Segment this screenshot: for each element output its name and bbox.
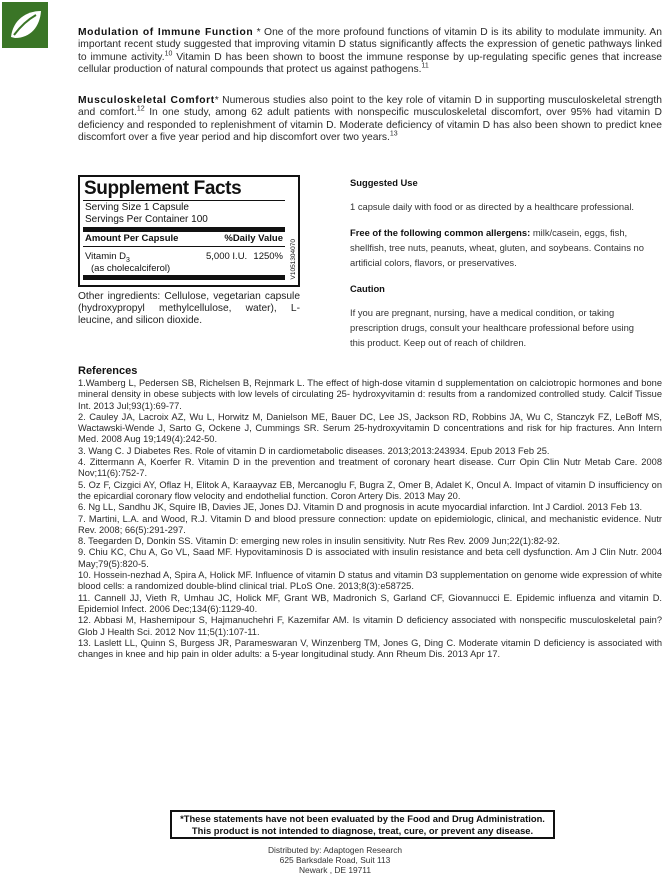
nutrient-name: Vitamin $D_3$	[85, 251, 130, 264]
reference-item: 5. Oz F, Cizgici AY, Oflaz H, Elitok A, Karaayvaz EB, Mercanoglu F, Bugra Z, Omer B, Adalet K, Oncul A. Impact of vitamin D insufficiency on the epicardial coronary flow velocity and endothelial function. Coron Artery Dis. 2013 May 20.	[78, 479, 662, 501]
divider	[83, 200, 285, 201]
divider	[83, 275, 285, 280]
reference-item: 11. Cannell JJ, Vieth R, Umhau JC, Holick MF, Grant WB, Madronich S, Garland CF, Giovannucci E. Epidemic influenza and vitamin D. Epidemiol Infect. 2006 Dec;134(6):1129-40.	[78, 592, 662, 614]
product-code: V1051304070	[290, 239, 297, 280]
allergens-text: milk/casein, eggs, fish, shellfish, tree nuts, peanuts, wheat, gluten, and soybeans. Contains no artificial colors, flavors, or preservatives.	[350, 227, 644, 268]
reference-item: 9. Chiu KC, Chu A, Go VL, Saad MF. Hypovitaminosis D is associated with insulin resistance and beta cell dysfunction. Am J Clin Nutr. 2004 May;79(5):820-5.	[78, 547, 662, 569]
allergens-title: Free of the following common allergens:	[350, 227, 531, 238]
references-title: References	[78, 365, 138, 377]
paragraph-text: * One of the more profound functions of vitamin D is its ability to modulate immunity. An important recent study suggested that improving vitamin D status significantly affects the expression of genetic pathways linked to immune activity.	[78, 27, 662, 63]
nutrient-form: (as cholecalciferol)	[91, 263, 171, 274]
paragraph-text: * Numerous studies also point to the key role of vitamin D in supporting musculoskeletal strength and comfort.	[78, 95, 662, 119]
facts-header-row	[85, 232, 283, 246]
reference-item: 4. Zittermann A, Koerfer R. Vitamin D in the prevention and treatment of coronary heart disease. Curr Opin Clin Nutr Metab Care. 2008 Nov;11(6):752-7.	[78, 457, 662, 479]
caution-text: If you are pregnant, nursing, have a medical condition, or taking prescription drugs, consult your healthcare professional before using this product. Keep out of reach of children.	[350, 307, 635, 348]
reference-item: 12. Abbasi M, Hashemipour S, Hajmanuchehri F, Kazemifar AM. Is vitamin D deficiency associated with nonspecific musculoskeletal pain? Glob J Health Sci. 2012 Nov 11;5(1):107-11.	[78, 615, 662, 637]
amount-header: Amount Per Capsule	[85, 233, 179, 244]
reference-item: 8. Teegarden D, Donkin SS. Vitamin D: emerging new roles in insulin sensitivity. Nutr Res Rev. 2009 Jun;22(1):82-92.	[78, 536, 560, 547]
distributor-info	[200, 845, 470, 875]
allergens-block	[350, 225, 650, 270]
suggested-use-title: Suggested Use	[350, 177, 418, 188]
disclaimer-line: This product is not intended to diagnose, treat, cure, or prevent any disease.	[191, 824, 534, 836]
distributor-city: Newark , DE 19711	[299, 865, 371, 875]
nutrient-row	[85, 251, 283, 275]
reference-item: 3. Wang C. J Diabetes Res. Role of vitamin D in cardiometabolic diseases. 2013;2013:243934. Epub 2013 Feb 25.	[78, 445, 550, 456]
references-list	[78, 378, 662, 660]
other-ingredients: Other ingredients: Cellulose, vegetarian capsule (hydroxypropyl methylcellulose, water), L-leucine, and silicon dioxide.	[78, 291, 300, 327]
divider	[83, 246, 285, 247]
reference-item: 7. Martini, L.A. and Wood, R.J. Vitamin D and blood pressure connection: update on epidemiologic, clinical, and mechanistic evidence. Nutr Rev. 2008; 66(5):291-297.	[78, 513, 662, 535]
brand-logo	[2, 2, 48, 48]
citation: 11	[421, 62, 429, 70]
distributor-address: 625 Barksdale Road, Suit 113	[279, 855, 391, 865]
citation: 10	[164, 50, 173, 58]
disclaimer-line: *These statements have not been evaluated by the Food and Drug Administration.	[180, 813, 545, 824]
reference-item: 1.Wamberg L, Pedersen SB, Richelsen B, Rejnmark L. The effect of high-dose vitamin d supplementation on calciotropic hormones and bone mineral density in obese subjects with low levels of circulating 25- hydroxyvitamin d: results from a randomized controlled study. Calcif Tissue Int. 2013 Jul;93(1):69-77.	[78, 378, 662, 411]
leaf-icon	[2, 2, 48, 48]
reference-item: 13. Laslett LL, Quinn S, Burgess JR, Parameswaran V, Winzenberg TM, Jones G, Ding C. Moderate vitamin D deficiency is associated with changes in knee and hip pain in older adults: a 5-year longitudinal study. Ann Rheum Dis. 2013 Apr 17.	[78, 637, 662, 660]
caution-title: Caution	[350, 283, 385, 294]
paragraph-text: In one study, among 62 adult patients with nonspecific musculoskeletal discomfort, over 95% had vitamin D deficiency and responded to replenishment of vitamin D. Moderate deficiency of vitamin D has also been shown to predict knee discomfort over a five year period and hip discomfort over two years.	[78, 107, 662, 144]
daily-value-header: %Daily Value	[224, 233, 283, 244]
nutrient-daily-value: 1250%	[253, 251, 283, 262]
citation: 12	[136, 105, 145, 113]
serving-size: Serving Size 1 Capsule	[85, 202, 189, 213]
musculoskeletal-heading: Musculoskeletal Comfort	[78, 95, 215, 106]
nutrient-amount: 5,000 I.U.	[206, 251, 248, 262]
suggested-use-text: 1 capsule daily with food or as directed by a healthcare professional.	[350, 201, 635, 212]
paragraph-text: Vitamin D has been shown to boost the immune response by up-regulating specific genes that increase cellular production of natural compounds that protect us against pathogens.	[78, 51, 663, 76]
immune-function-heading: Modulation of Immune Function	[78, 27, 254, 38]
musculoskeletal-paragraph	[78, 95, 662, 145]
servings-per-container: Servings Per Container 100	[85, 214, 208, 225]
fda-disclaimer	[170, 810, 555, 839]
reference-item: 10. Hossein-nezhad A, Spira A, Holick MF. Influence of vitamin D status and vitamin D3 supplementation on genome wide expression of white blood cells: a randomized double-blind clinical trial. PLoS One. 2013;8(3):e58725.	[78, 570, 662, 592]
supplement-facts-panel	[78, 175, 300, 287]
reference-item: 2. Cauley JA, Lacroix AZ, Wu L, Horwitz M, Danielson ME, Bauer DC, Lee JS, Jackson RD, Robbins JA, Wu C, Stanczyk FZ, LeBoff MS, Wactawski-Wende J, Sarto G, Ockene J, Cummings SR. Serum 25-hydroxyvitamin D concentrations and risk for hip fractures. Ann Intern Med. 2008 Aug 19;149(4):242-50.	[78, 411, 662, 445]
immune-function-paragraph	[78, 27, 662, 77]
reference-item: 6. Ng LL, Sandhu JK, Squire IB, Davies JE, Jones DJ. Vitamin D and prognosis in acute myocardial infarction. Int J Cardiol. 2013 Feb 13.	[78, 502, 643, 513]
distributor-name: Distributed by: Adaptogen Research	[267, 845, 403, 855]
supplement-facts-title: Supplement Facts	[84, 178, 242, 199]
citation: 13	[389, 130, 398, 138]
